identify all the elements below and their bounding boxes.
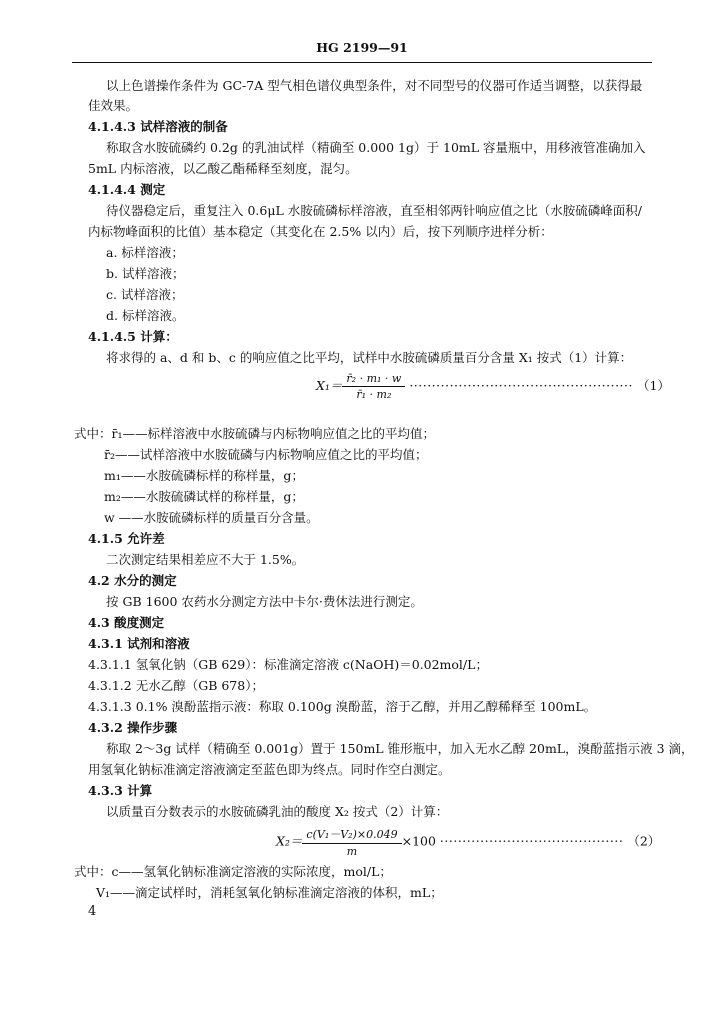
text-line: 待仪器稳定后，重复注入 0.6μL 水胺硫磷标样溶液，直至相邻两针响应值之比（水胺硫磷峰面积/ — [106, 203, 642, 218]
formula-2-fraction — [302, 826, 401, 858]
text-line: 5mL 内标溶液，以乙酸乙酯稀释至刻度，混匀。 — [88, 161, 358, 176]
text-line: 4.3.1.1 氢氧化钠（GB 629）：标准滴定溶液 c(NaOH)＝0.02mol/L； — [88, 657, 488, 672]
section-heading: 4.3.2 操作步骤 — [88, 720, 178, 735]
text-line: 称取 2～3g 试样（精确至 0.001g）置于 150mL 锥形瓶中，加入无水乙醇 20mL，溴酚蓝指示液 3 滴， — [106, 741, 694, 756]
formula-1-numerator: r̄₂ · m₁ · w — [342, 372, 405, 387]
text-line: 以上色谱操作条件为 GC-7A 型气相色谱仪典型条件，对不同型号的仪器可作适当调整，以获得最 — [106, 78, 643, 93]
text-line: 以质量百分数表示的水胺硫磷乳油的酸度 X₂ 按式（2）计算： — [106, 804, 449, 819]
text-line: 佳效果。 — [88, 98, 139, 113]
standard-code-header: HG 2199—91 — [316, 40, 408, 55]
section-heading: 4.1.4.5 计算： — [88, 329, 178, 344]
text-line: 称取含水胺硫磷约 0.2g 的乳油试样（精确至 0.000 1g）于 10mL 容量瓶中，用移液管准确加入 — [106, 140, 646, 155]
text-line: m₁——水胺硫磷标样的称样量，g； — [104, 468, 304, 483]
text-line: 4.3.1.2 无水乙醇（GB 678）； — [88, 678, 264, 693]
formula-1-fraction — [342, 372, 405, 401]
formula-2-lhs: X₂＝ — [276, 833, 303, 849]
text-line: r̄₂——试样溶液中水胺硫磷与内标物响应值之比的平均值； — [104, 447, 428, 462]
formula-2-denominator: m — [346, 845, 358, 858]
list-item: c. 试样溶液； — [106, 287, 184, 302]
text-line: 用氢氧化钠标准滴定溶液滴定至蓝色即为终点。同时作空白测定。 — [88, 762, 451, 777]
section-heading: 4.1.5 允许差 — [88, 531, 165, 546]
list-item: b. 试样溶液； — [106, 266, 185, 281]
formula-2-numerator: c(V₁－V₂)×0.049 — [302, 826, 401, 844]
section-heading: 4.3 酸度测定 — [88, 615, 165, 630]
section-heading: 4.2 水分的测定 — [88, 573, 177, 588]
formula-1-denominator: r̄₁ · m₂ — [356, 388, 392, 401]
formula-2 — [276, 826, 660, 858]
list-item: a. 标样溶液； — [106, 245, 184, 260]
list-item: d. 标样溶液。 — [106, 308, 185, 323]
formula-1-leader-dots: ·················································· — [409, 378, 633, 393]
section-heading: 4.1.4.4 测定 — [88, 182, 166, 197]
text-line: 4.3.1.3 0.1% 溴酚蓝指示液：称取 0.100g 溴酚蓝，溶于乙醇，并用乙醇稀释至 100mL。 — [88, 699, 597, 714]
section-heading: 4.1.4.3 试样溶液的制备 — [88, 119, 228, 134]
text-line: 内标物峰面积的比值）基本稳定（其变化在 2.5% 以内）后，按下列顺序进样分析： — [88, 224, 553, 239]
text-line: m₂——水胺硫磷试样的称样量，g； — [104, 489, 304, 504]
formula-1 — [316, 372, 670, 401]
text-line: 将求得的 a、d 和 b、c 的响应值之比平均，试样中水胺硫磷质量百分含量 X₁ 按式（1）计算： — [106, 350, 633, 365]
text-line: V₁——滴定试样时，消耗氢氧化钠标准滴定溶液的体积，mL； — [96, 885, 443, 900]
text-line: w ——水胺硫磷标样的质量百分含量。 — [104, 510, 319, 525]
header-rule — [72, 62, 652, 63]
formula-1-tag: （1） — [636, 378, 670, 393]
section-heading: 4.3.1 试剂和溶液 — [88, 636, 190, 651]
text-line: 二次测定结果相差应不大于 1.5%。 — [106, 552, 305, 567]
page-number: 4 — [88, 904, 97, 919]
text-line: 式中：c——氢氧化钠标准滴定溶液的实际浓度，mol/L； — [74, 864, 392, 879]
formula-2-suffix: ×100 — [401, 833, 436, 849]
formula-2-leader-dots: ········································· — [439, 833, 624, 849]
formula-1-lhs: X₁＝ — [316, 378, 343, 393]
formula-2-tag: （2） — [627, 833, 661, 849]
text-line: 按 GB 1600 农药水分测定方法中卡尔·费休法进行测定。 — [106, 594, 423, 609]
section-heading: 4.3.3 计算 — [88, 783, 153, 798]
text-line: 式中：r̄₁——标样溶液中水胺硫磷与内标物响应值之比的平均值； — [74, 426, 435, 441]
